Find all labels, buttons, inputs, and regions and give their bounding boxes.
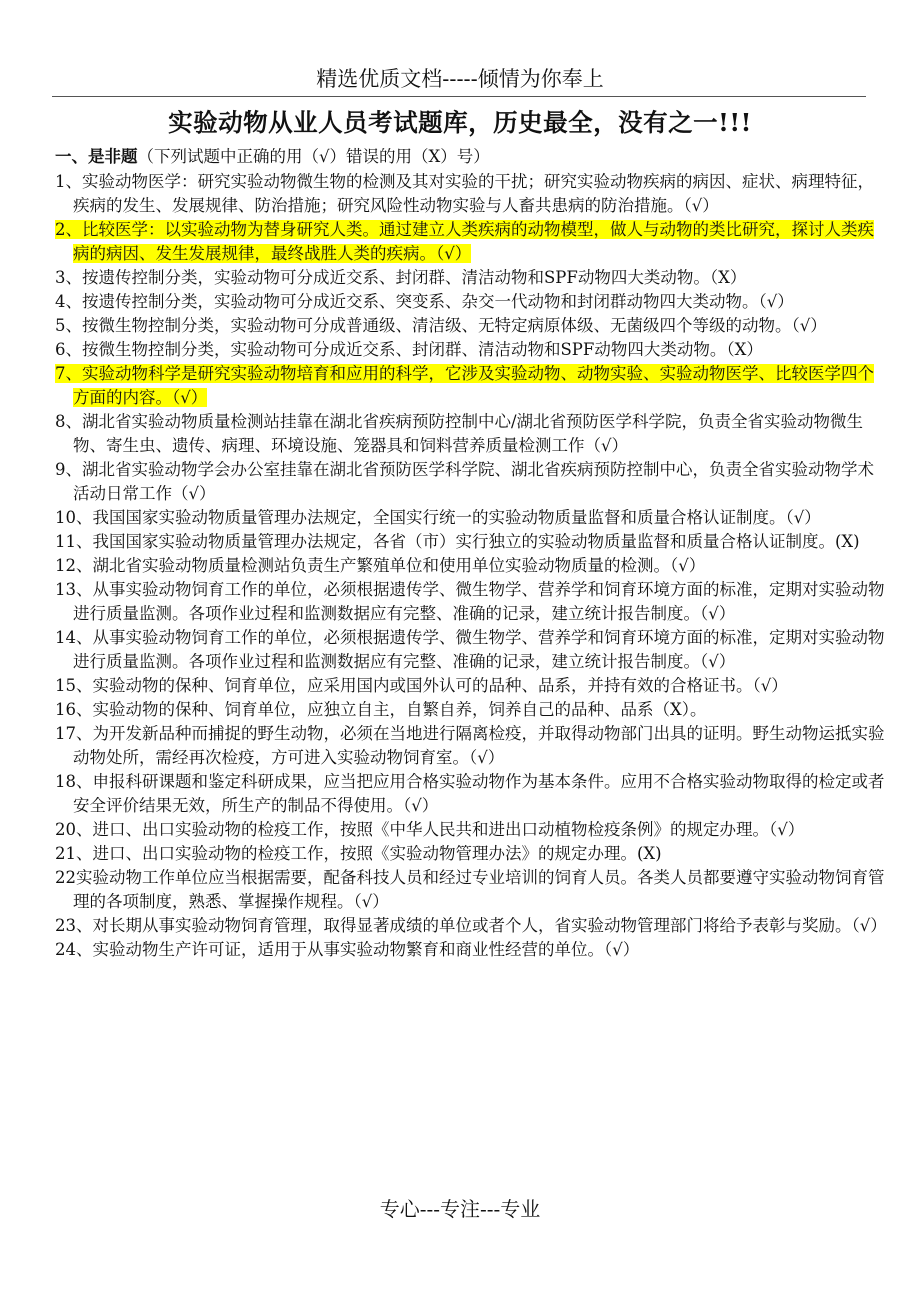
question-text: 12、湖北省实验动物质量检测站负责生产繁殖单位和使用单位实验动物质量的检测。（√） <box>55 556 706 575</box>
section-label: 一、是非题 <box>55 147 138 166</box>
question-item <box>55 314 885 338</box>
question-text: 21、进口、出口实验动物的检疫工作，按照《实验动物管理办法》的规定办理。(X) <box>55 844 662 863</box>
question-text: 3、按遗传控制分类，实验动物可分成近交系、封闭群、清洁动物和SPF动物四大类动物。（X） <box>55 268 747 287</box>
question-text: 24、实验动物生产许可证，适用于从事实验动物繁育和商业性经营的单位。（√） <box>55 940 640 959</box>
question-text: 17、为开发新品种而捕捉的野生动物，必须在当地进行隔离检疫，并取得动物部门出具的证明。野生动物运抵实验动物处所，需经再次检疫，方可进入实验动物饲育室。（√） <box>55 724 885 767</box>
question-item <box>55 410 885 458</box>
question-text: 16、实验动物的保种、饲育单位，应独立自主，自繁自养，饲养自己的品种、品系（X）。 <box>55 700 707 719</box>
question-item <box>55 290 885 314</box>
question-item <box>55 362 885 410</box>
question-item <box>55 218 885 266</box>
page-header: 精选优质文档-----倾情为你奉上 <box>316 67 604 91</box>
question-item <box>55 626 885 674</box>
page-footer: 专心---专注---专业 <box>379 1197 541 1221</box>
question-item <box>55 698 885 722</box>
question-item <box>55 266 885 290</box>
question-item <box>55 842 885 866</box>
question-text: 22实验动物工作单位应当根据需要，配备科技人员和经过专业培训的饲育人员。各类人员都要遵守实验动物饲育管理的各项制度，熟悉、掌握操作规程。（√） <box>55 868 885 911</box>
question-text: 10、我国国家实验动物质量管理办法规定，全国实行统一的实验动物质量监督和质量合格认证制度。（√） <box>55 508 821 527</box>
question-text: 4、按遗传控制分类，实验动物可分成近交系、突变系、杂交一代动物和封闭群动物四大类动物。（√） <box>55 292 794 311</box>
question-text: 1、实验动物医学：研究实验动物微生物的检测及其对实验的干扰；研究实验动物疾病的病因、症状、病理特征，疾病的发生、发展规律、防治措施；研究风险性动物实验与人畜共患病的防治措施。（√） <box>55 172 874 215</box>
question-item <box>55 170 885 218</box>
question-text: 20、进口、出口实验动物的检疫工作，按照《中华人民共和进出口动植物检疫条例》的规定办理。（√） <box>55 820 805 839</box>
question-text: 8、湖北省实验动物质量检测站挂靠在湖北省疾病预防控制中心/湖北省预防医学科学院，负责全省实验动物微生物、寄生虫、遗传、病理、环境设施、笼器具和饲料营养质量检测工作（√） <box>55 412 864 455</box>
question-item <box>55 722 885 770</box>
question-item <box>55 914 885 938</box>
question-item <box>55 554 885 578</box>
question-text: 11、我国国家实验动物质量管理办法规定，各省（市）实行独立的实验动物质量监督和质量合格认证制度。(X) <box>55 532 860 551</box>
question-item <box>55 338 885 362</box>
question-text: 13、从事实验动物饲育工作的单位，必须根据遗传学、微生物学、营养学和饲育环境方面的标准，定期对实验动物进行质量监测。各项作业过程和监测数据应有完整、准确的记录，建立统计报告制度。（√） <box>55 580 885 623</box>
question-text: 18、申报科研课题和鉴定科研成果，应当把应用合格实验动物作为基本条件。应用不合格实验动物取得的检定或者安全评价结果无效，所生产的制品不得使用。（√） <box>55 772 885 815</box>
question-item <box>55 818 885 842</box>
question-item <box>55 530 885 554</box>
section-note: （下列试题中正确的用（√）错误的用（X）号） <box>137 147 490 166</box>
question-item <box>55 866 885 914</box>
question-text: 9、湖北省实验动物学会办公室挂靠在湖北省预防医学科学院、湖北省疾病预防控制中心，负责全省实验动物学术活动日常工作（√） <box>55 460 874 503</box>
question-text: 15、实验动物的保种、饲育单位，应采用国内或国外认可的品种、品系，并持有效的合格证书。（√） <box>55 676 788 695</box>
question-item <box>55 674 885 698</box>
question-text: 5、按微生物控制分类，实验动物可分成普通级、清洁级、无特定病原体级、无菌级四个等级的动物。（√） <box>55 316 827 335</box>
question-text: 23、对长期从事实验动物饲育管理，取得显著成绩的单位或者个人，省实验动物管理部门将给予表彰与奖励。（√） <box>55 916 887 935</box>
question-item <box>55 578 885 626</box>
document-title: 实验动物从业人员考试题库，历史最全，没有之一!!! <box>168 108 752 137</box>
question-list <box>55 170 885 962</box>
question-item <box>55 770 885 818</box>
highlighted-question-text: 7、实验动物科学是研究实验动物培育和应用的科学，它涉及实验动物、动物实验、实验动物医学、比较医学四个方面的内容。（√） <box>55 364 874 407</box>
question-item <box>55 506 885 530</box>
question-item <box>55 458 885 506</box>
question-item <box>55 938 885 962</box>
highlighted-question-text: 2、比较医学：以实验动物为替身研究人类。通过建立人类疾病的动物模型，做人与动物的类比研究，探讨人类疾病的病因、发生发展规律，最终战胜人类的疾病。（√） <box>55 220 874 263</box>
section-heading <box>55 146 490 168</box>
question-text: 6、按微生物控制分类，实验动物可分成近交系、封闭群、清洁动物和SPF动物四大类动物。（X） <box>55 340 763 359</box>
header-divider <box>52 96 866 97</box>
question-text: 14、从事实验动物饲育工作的单位，必须根据遗传学、微生物学、营养学和饲育环境方面的标准，定期对实验动物进行质量监测。各项作业过程和监测数据应有完整、准确的记录，建立统计报告制度。（√） <box>55 628 885 671</box>
